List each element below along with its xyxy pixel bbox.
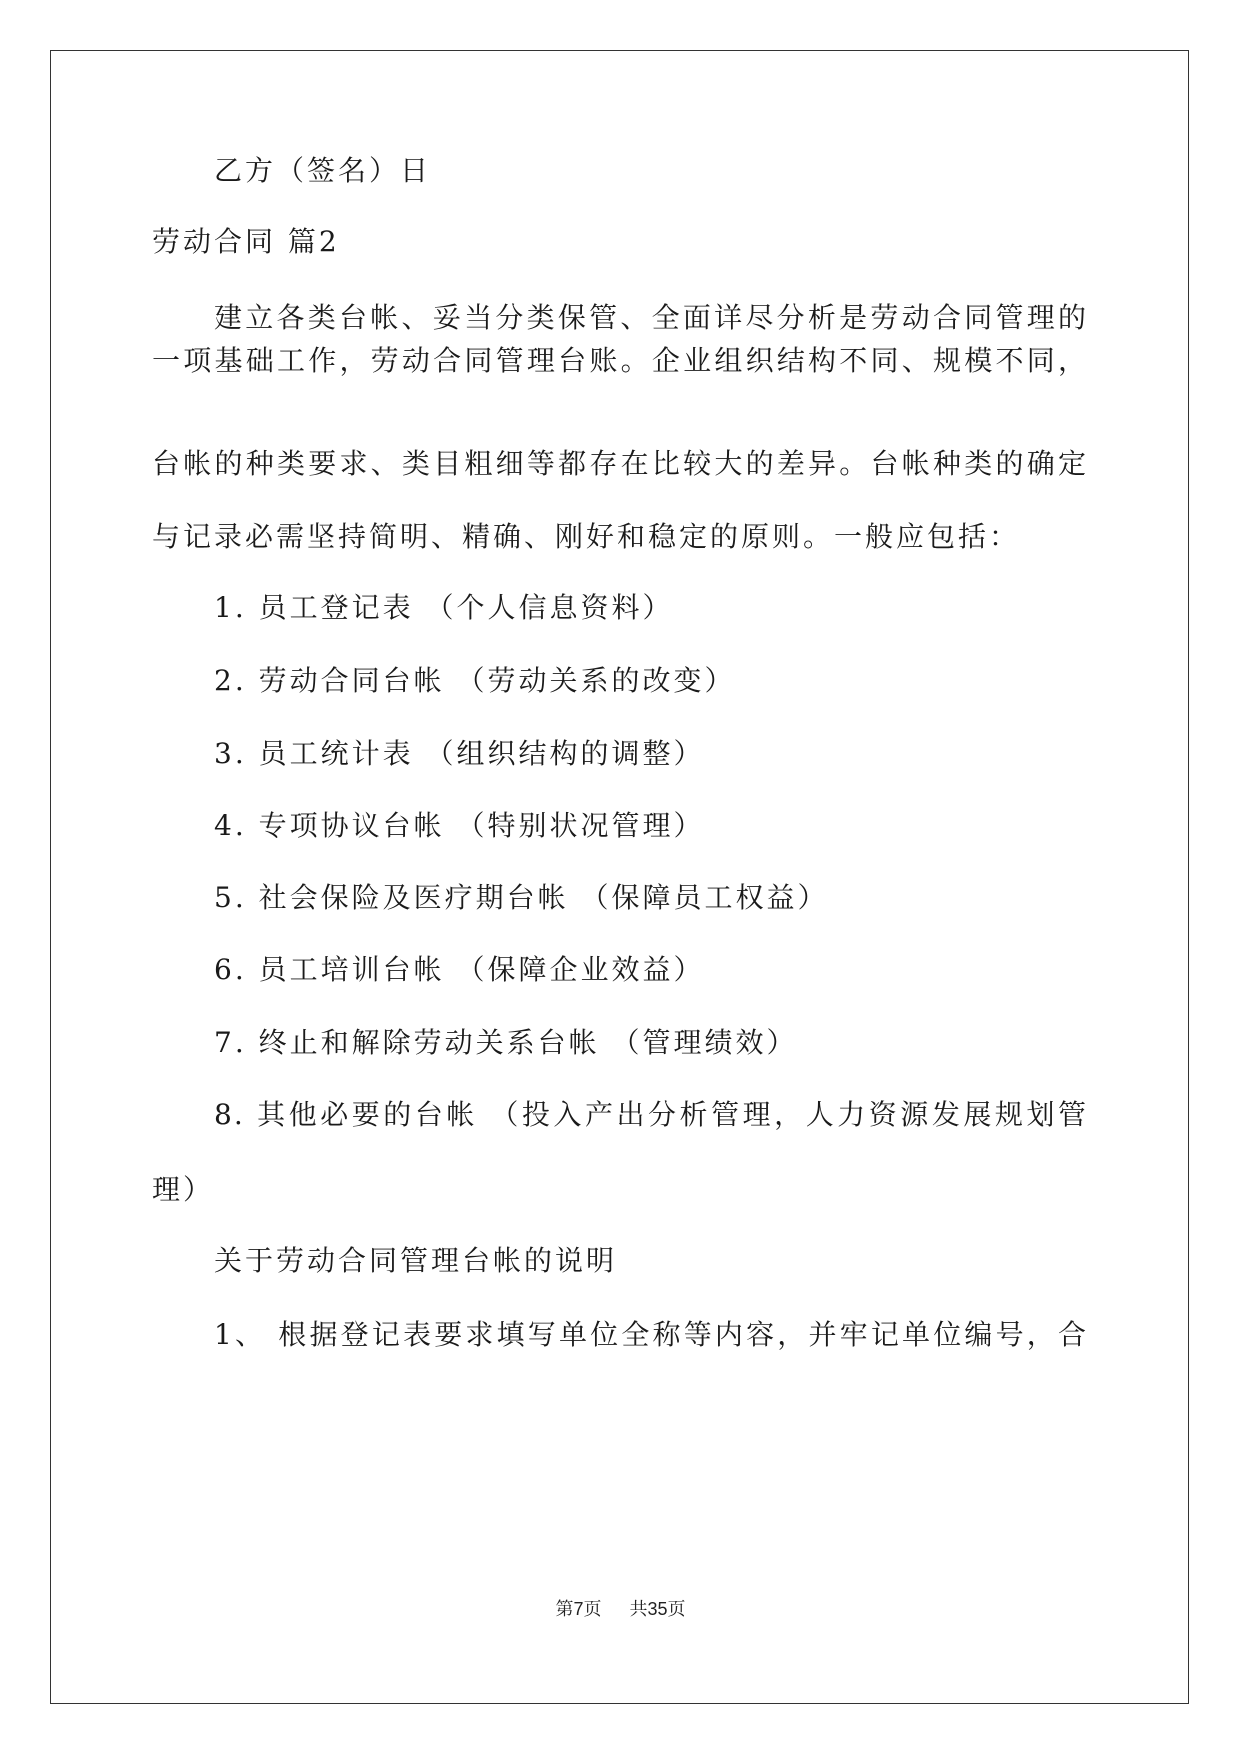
list-item: 1. 员工登记表 （个人信息资料） [214,591,674,624]
explanation-item: 1、 根据登记表要求填写单位全称等内容，并牢记单位编号，合 [214,1318,1088,1351]
list-item: 7. 终止和解除劳动关系台帐 （管理绩效） [214,1026,798,1059]
list-item: 5. 社会保险及医疗期台帐 （保障员工权益） [214,881,829,914]
page-footer [0,1597,1241,1621]
section-heading: 劳动合同 篇2 [152,225,340,258]
list-item: 3. 员工统计表 （组织结构的调整） [214,737,705,770]
list-item: 2. 劳动合同台帐 （劳动关系的改变） [214,664,736,697]
paragraph-line: 台帐的种类要求、类目粗细等都存在比较大的差异。台帐种类的确定 [152,447,1088,480]
explanation-heading: 关于劳动合同管理台帐的说明 [214,1244,618,1277]
page-total: 共35页 [629,1599,686,1619]
list-item-continuation: 理） [152,1173,215,1206]
paragraph-line: 与记录必需坚持简明、精确、刚好和稳定的原则。一般应包括： [152,520,1021,553]
list-item: 4. 专项协议台帐 （特别状况管理） [214,809,705,842]
list-item: 6. 员工培训台帐 （保障企业效益） [214,953,705,986]
page-number: 第7页 [555,1599,602,1619]
list-item: 8. 其他必要的台帐 （投入产出分析管理，人力资源发展规划管 [214,1098,1088,1131]
paragraph-line: 建立各类台帐、妥当分类保管、全面详尽分析是劳动合同管理的 [214,301,1088,334]
paragraph-line: 一项基础工作，劳动合同管理台账。企业组织结构不同、规模不同， [152,344,1088,377]
signature-line: 乙方（签名）日 [214,154,432,187]
